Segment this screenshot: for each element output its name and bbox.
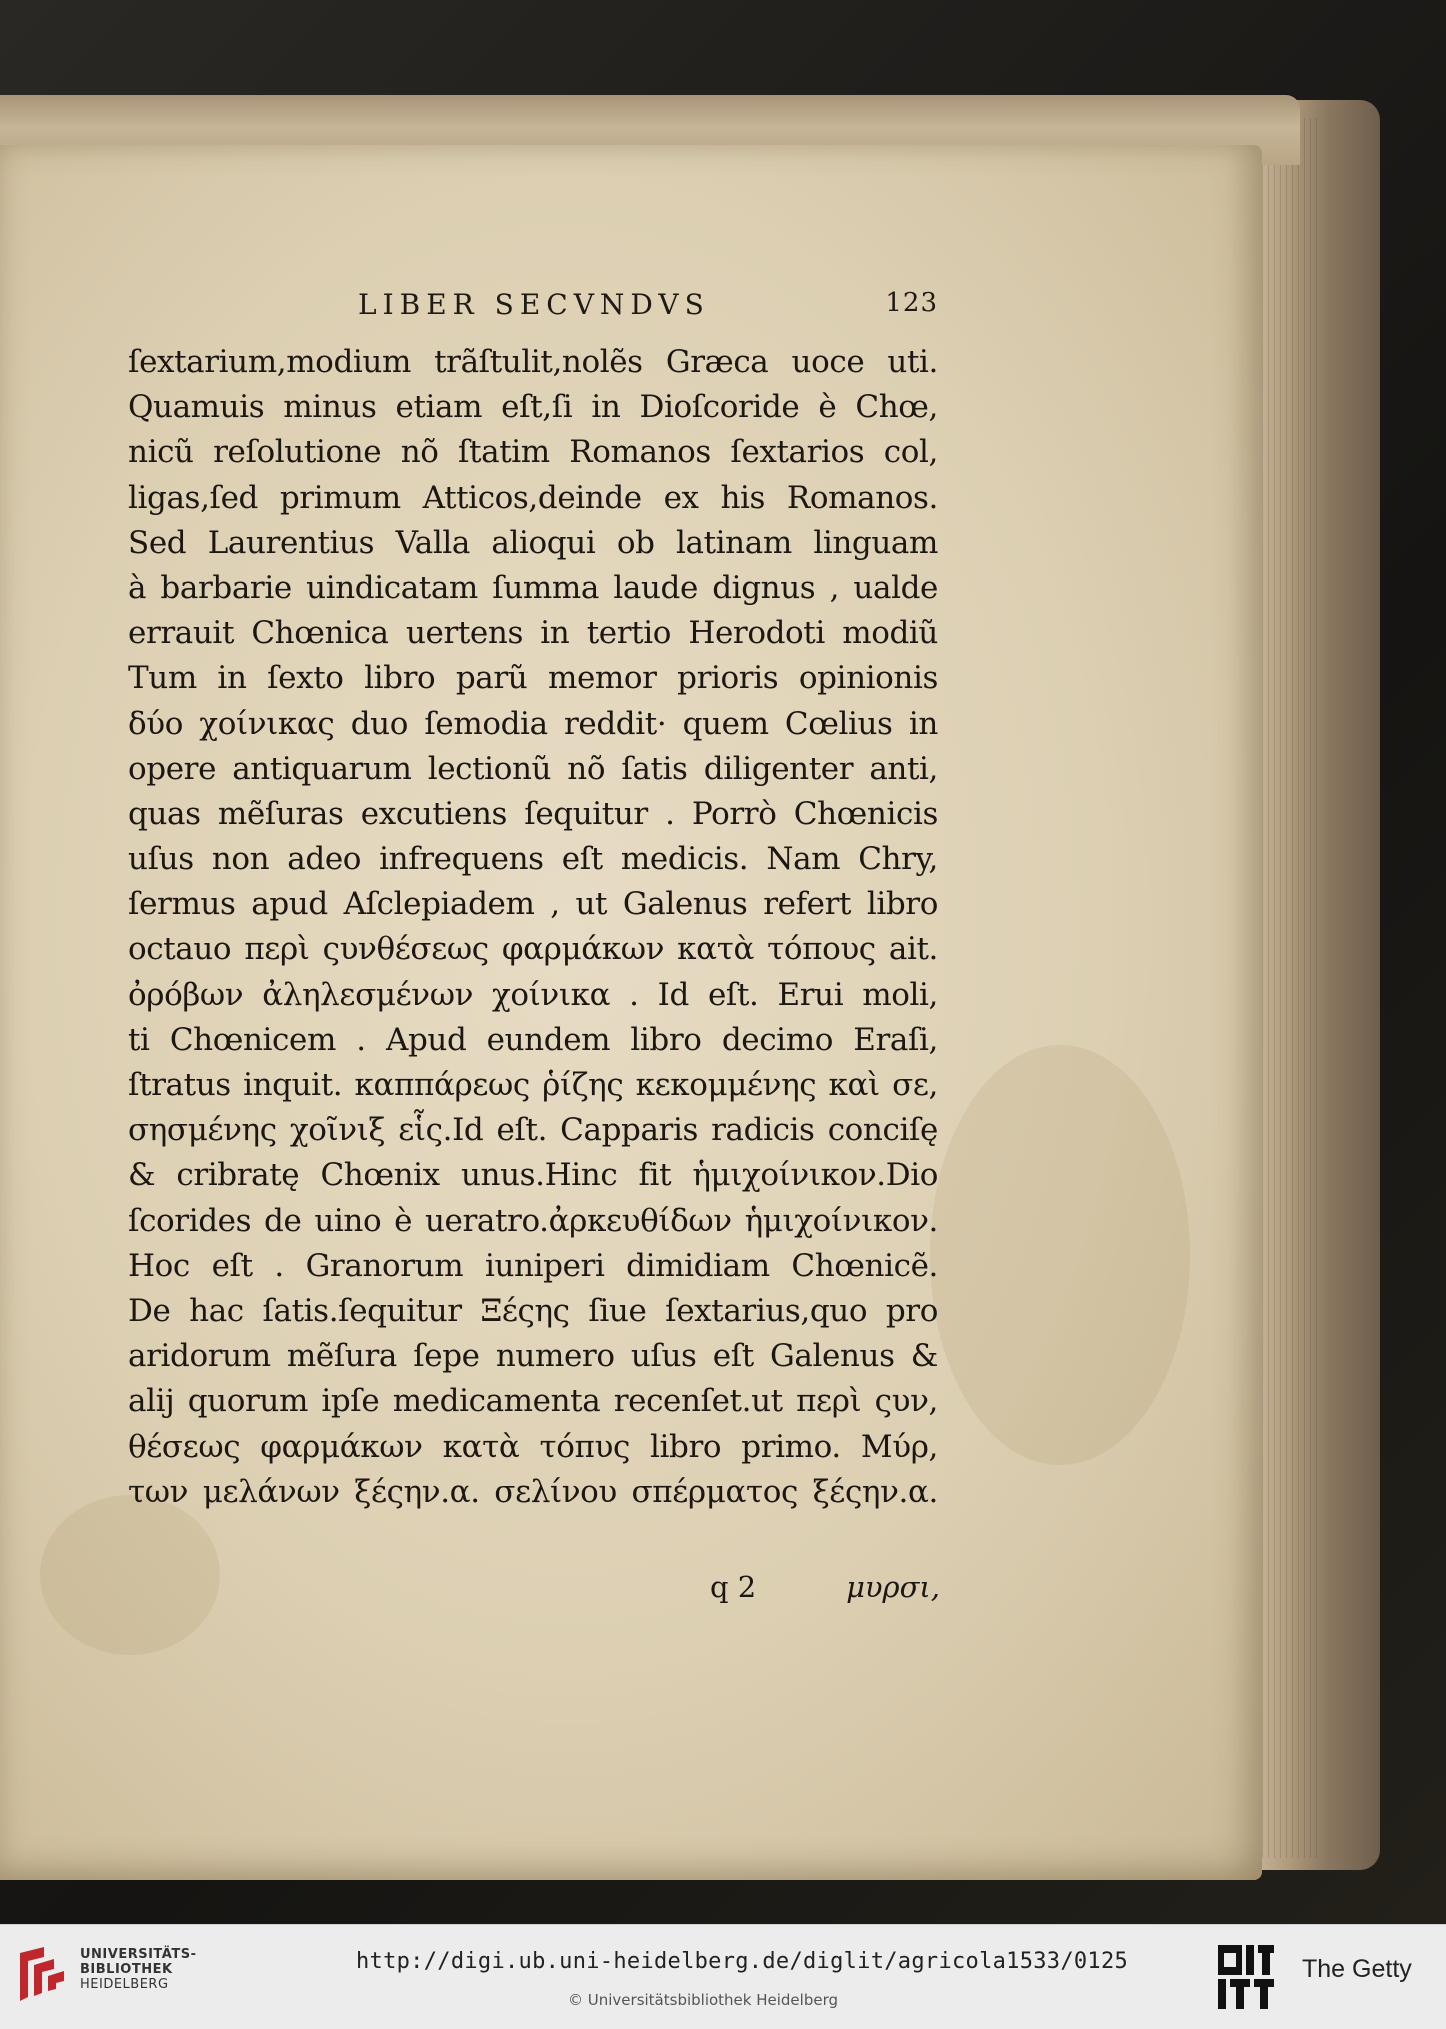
text-line: alij quorum ipſe medicamenta recenſet.ut περὶ ςυν, bbox=[128, 1383, 938, 1420]
paper-stain bbox=[40, 1495, 220, 1655]
catchword-line bbox=[700, 1570, 940, 1614]
text-line: errauit Chœnica uertens in tertio Herodoti modiũ bbox=[128, 615, 938, 652]
ub-heidelberg-logo-icon[interactable] bbox=[14, 1943, 70, 2005]
text-line: ſextarium,modium trãſtulit,nolẽs Græca uoce uti. bbox=[128, 344, 938, 380]
text-line: δύο χοίνικας duo ſemodia reddit· quem Cœlius in bbox=[128, 705, 938, 742]
text-line: uſus non adeo infrequens eſt medicis. Nam Chry, bbox=[128, 841, 938, 878]
copyright-notice: © Universitätsbibliothek Heidelberg bbox=[568, 1991, 839, 2009]
text-line: aridorum mẽſura ſepe numero uſus eſt Galenus & bbox=[128, 1338, 938, 1375]
catchword: μυρσι, bbox=[846, 1570, 940, 1604]
paper-stain bbox=[930, 1045, 1190, 1465]
text-line: θέσεως φαρμάκων κατὰ τόπυς libro primo. Μύρ, bbox=[128, 1428, 938, 1465]
text-line: ὀρόβων ἀληλεσμένων χοίνικα . Id eſt. Erui moli, bbox=[128, 976, 938, 1013]
getty-wordmark: The Getty bbox=[1302, 1955, 1412, 1983]
text-line: Quamuis minus etiam eſt,ſi in Dioſcoride è Chœ, bbox=[128, 389, 938, 426]
text-line: Sed Laurentius Valla alioqui ob latinam linguam bbox=[128, 524, 938, 561]
text-line: De hac ſatis.ſequitur Ξέςης ſiue ſextarius,quo pro bbox=[128, 1292, 938, 1329]
text-line: ligas,ſed primum Atticos,deinde ex his Romanos. bbox=[128, 479, 938, 516]
text-line: ſcorides de uino è ueratro.ἀρκευθίδων ἡμιχοίνικον. bbox=[128, 1202, 938, 1239]
getty-logo-icon[interactable] bbox=[1216, 1943, 1276, 2011]
text-line: & cribratę Chœnix unus.Hinc fit ἡμιχοίνικον.Dio bbox=[128, 1157, 938, 1194]
text-line: quas mẽſuras excutiens ſequitur . Porrò Chœnicis bbox=[128, 795, 938, 832]
text-line: octauo περὶ ςυνθέσεως φαρμάκων κατὰ τόπους ait. bbox=[128, 931, 938, 968]
running-head bbox=[348, 288, 938, 328]
permalink-url[interactable]: http://digi.ub.uni-heidelberg.de/diglit/agricola1533/0125 bbox=[356, 1949, 1129, 1974]
text-line: ſermus apud Aſclepiadem , ut Galenus refert libro bbox=[128, 886, 938, 923]
text-line: σησμένης χοῖνιξ εἷς.Id eſt. Capparis radicis conciſę bbox=[128, 1112, 938, 1149]
running-head-title: LIBER SECVNDVS bbox=[358, 288, 710, 321]
text-block bbox=[128, 340, 938, 1515]
page-edges bbox=[1262, 118, 1322, 1858]
folio-number: 123 bbox=[885, 288, 938, 318]
text-line: à barbarie uindicatam ſumma laude dignus , ualde bbox=[128, 569, 938, 606]
text-line: των μελάνων ξέςην.α. σελίνου σπέρματος ξέςην.α. bbox=[128, 1473, 938, 1510]
signature-mark: q 2 bbox=[710, 1570, 757, 1604]
footer-bar bbox=[0, 1924, 1446, 2029]
library-name-line: HEIDELBERG bbox=[80, 1977, 169, 1992]
library-name-line: BIBLIOTHEK bbox=[80, 1962, 173, 1977]
ub-heidelberg-wordmark bbox=[80, 1947, 196, 1992]
text-line: nicũ reſolutione nõ ſtatim Romanos ſextarios col, bbox=[128, 434, 938, 471]
library-name-line: UNIVERSITÄTS- bbox=[80, 1947, 197, 1962]
text-line: ti Chœnicem . Apud eundem libro decimo Eraſi, bbox=[128, 1021, 938, 1058]
text-line: Hoc eſt . Granorum iuniperi dimidiam Chœnicẽ. bbox=[128, 1247, 938, 1284]
text-line: ſtratus inquit. καππάρεως ῥίζης κεκομμένης καὶ σε, bbox=[128, 1067, 938, 1103]
text-line: Tum in ſexto libro parũ memor prioris opinionis bbox=[128, 660, 938, 697]
text-line: opere antiquarum lectionũ nõ ſatis diligenter anti, bbox=[128, 750, 938, 787]
